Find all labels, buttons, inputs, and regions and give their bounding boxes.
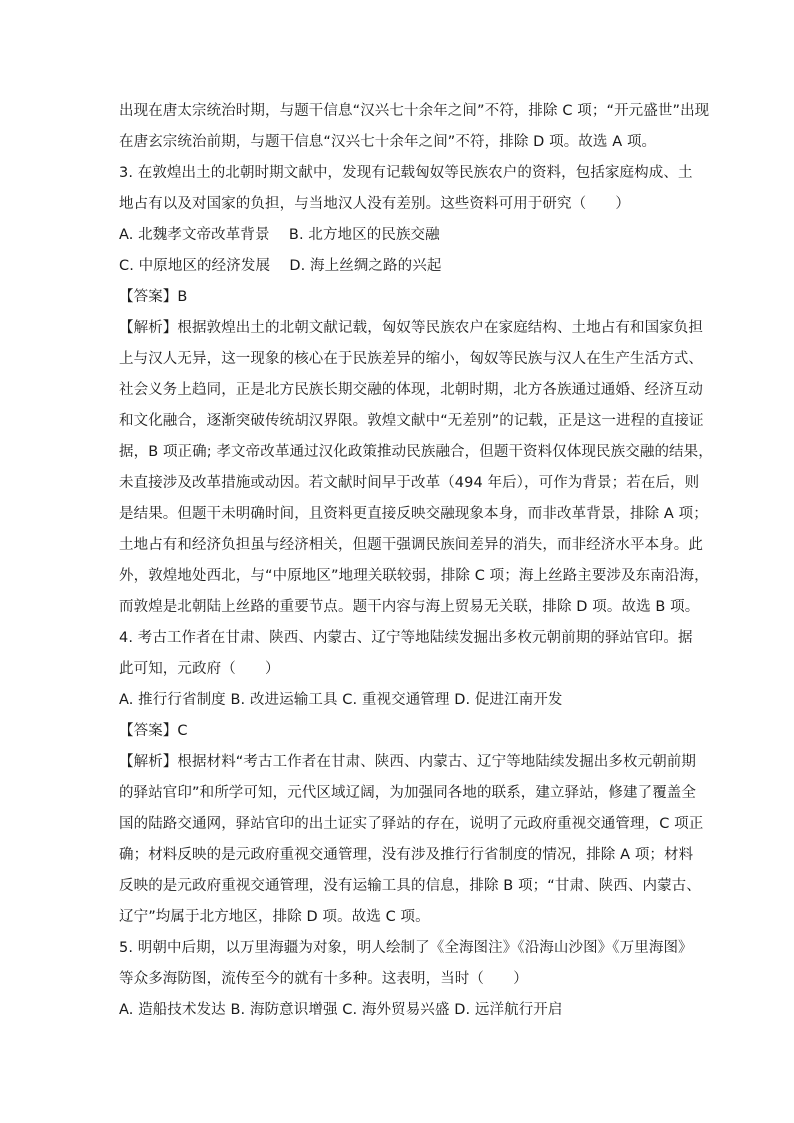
- question-3-answer: 【答案】B: [119, 289, 188, 305]
- question-3-analysis: 土地占有和经济负担虽与经济相关，但题干强调民族间差异的消失，而非经济水平本身。此: [119, 537, 703, 553]
- document-page: [119, 96, 713, 1026]
- question-4-analysis: 国的陆路交通网，驿站官印的出土证实了驿站的存在，说明了元政府重视交通管理，C 项正: [119, 816, 704, 832]
- question-5-options: A. 造船技术发达 B. 海防意识增强 C. 海外贸易兴盛 D. 远洋航行开启: [119, 1002, 563, 1018]
- question-4-analysis: 【解析】根据材料“考古工作者在甘肃、陕西、内蒙古、辽宁等地陆续发掘出多枚元朝前期: [119, 754, 697, 770]
- question-3-analysis: 上与汉人无异，这一现象的核心在于民族差异的缩小，匈奴等民族与汉人在生产生活方式、: [119, 351, 703, 367]
- question-5-stem: 5. 明朝中后期，以万里海疆为对象，明人绘制了《全海图注》《沿海山沙图》《万里海图》: [119, 940, 693, 956]
- question-3-analysis: 未直接涉及改革措施或动因。若文献时间早于改革（494 年后），可作为背景；若在后，则: [119, 475, 700, 491]
- question-4-stem: 4. 考古工作者在甘肃、陕西、内蒙古、辽宁等地陆续发掘出多枚元朝前期的驿站官印。据: [119, 630, 693, 646]
- question-3-analysis: 【解析】根据敦煌出土的北朝文献记载，匈奴等民族农户在家庭结构、土地占有和国家负担: [119, 320, 703, 336]
- question-3-analysis: 据，B 项正确; 孝文帝改革通过汉化政策推动民族融合，但题干资料仅体现民族交融的结果，: [119, 444, 713, 460]
- question-4-stem: 此可知，元政府（ ）: [119, 661, 280, 677]
- question-3-stem: 3. 在敦煌出土的北朝时期文献中，发现有记载匈奴等民族农户的资料，包括家庭构成、土: [119, 165, 693, 181]
- question-3-analysis: 而敦煌是北朝陆上丝路的重要节点。题干内容与海上贸易无关联，排除 D 项。故选 B 项。: [119, 599, 700, 615]
- question-4-analysis: 反映的是元政府重视交通管理，没有运输工具的信息，排除 B 项；“甘肃、陕西、内蒙古、: [119, 878, 701, 894]
- question-4-analysis: 辽宁”均属于北方地区，排除 D 项。故选 C 项。: [119, 909, 430, 925]
- question-3-analysis: 社会义务上趋同，正是北方民族长期交融的体现，北朝时期，北方各族通过通婚、经济互动: [119, 382, 703, 398]
- question-4-analysis: 确；材料反映的是元政府重视交通管理，没有涉及推行行省制度的情况，排除 A 项；材料: [119, 847, 694, 863]
- question-3-analysis: 外，敦煌地处西北，与“中原地区”地理关联较弱，排除 C 项；海上丝路主要涉及东南沿海，: [119, 568, 709, 584]
- question-3-options: A. 北魏孝文帝改革背景 B. 北方地区的民族交融: [119, 227, 440, 243]
- question-3-analysis: 是结果。但题干未明确时间，且资料更直接反映交融现象本身，而非改革背景，排除 A 项；: [119, 506, 708, 522]
- question-4-answer: 【答案】C: [119, 723, 188, 739]
- question-4-analysis: 的驿站官印”和所学可知，元代区域辽阔，为加强同各地的联系，建立驿站，修建了覆盖全: [119, 785, 697, 801]
- question-3-options: C. 中原地区的经济发展 D. 海上丝绸之路的兴起: [119, 258, 442, 274]
- question-3-analysis: 和文化融合，逐渐突破传统胡汉界限。敦煌文献中“无差别”的记载，正是这一进程的直接证: [119, 413, 704, 429]
- question-4-options: A. 推行行省制度 B. 改进运输工具 C. 重视交通管理 D. 促进江南开发: [119, 692, 563, 708]
- text-line: 出现在唐太宗统治时期，与题干信息“汉兴七十余年之间”不符，排除 C 项；“开元盛世”出现: [119, 103, 710, 119]
- text-line: 在唐玄宗统治前期，与题干信息“汉兴七十余年之间”不符，排除 D 项。故选 A 项。: [119, 134, 657, 150]
- question-3-stem: 地占有以及对国家的负担，与当地汉人没有差别。这些资料可用于研究（ ）: [119, 196, 630, 212]
- question-5-stem: 等众多海防图，流传至今的就有十多种。这表明，当时（ ）: [119, 971, 528, 987]
